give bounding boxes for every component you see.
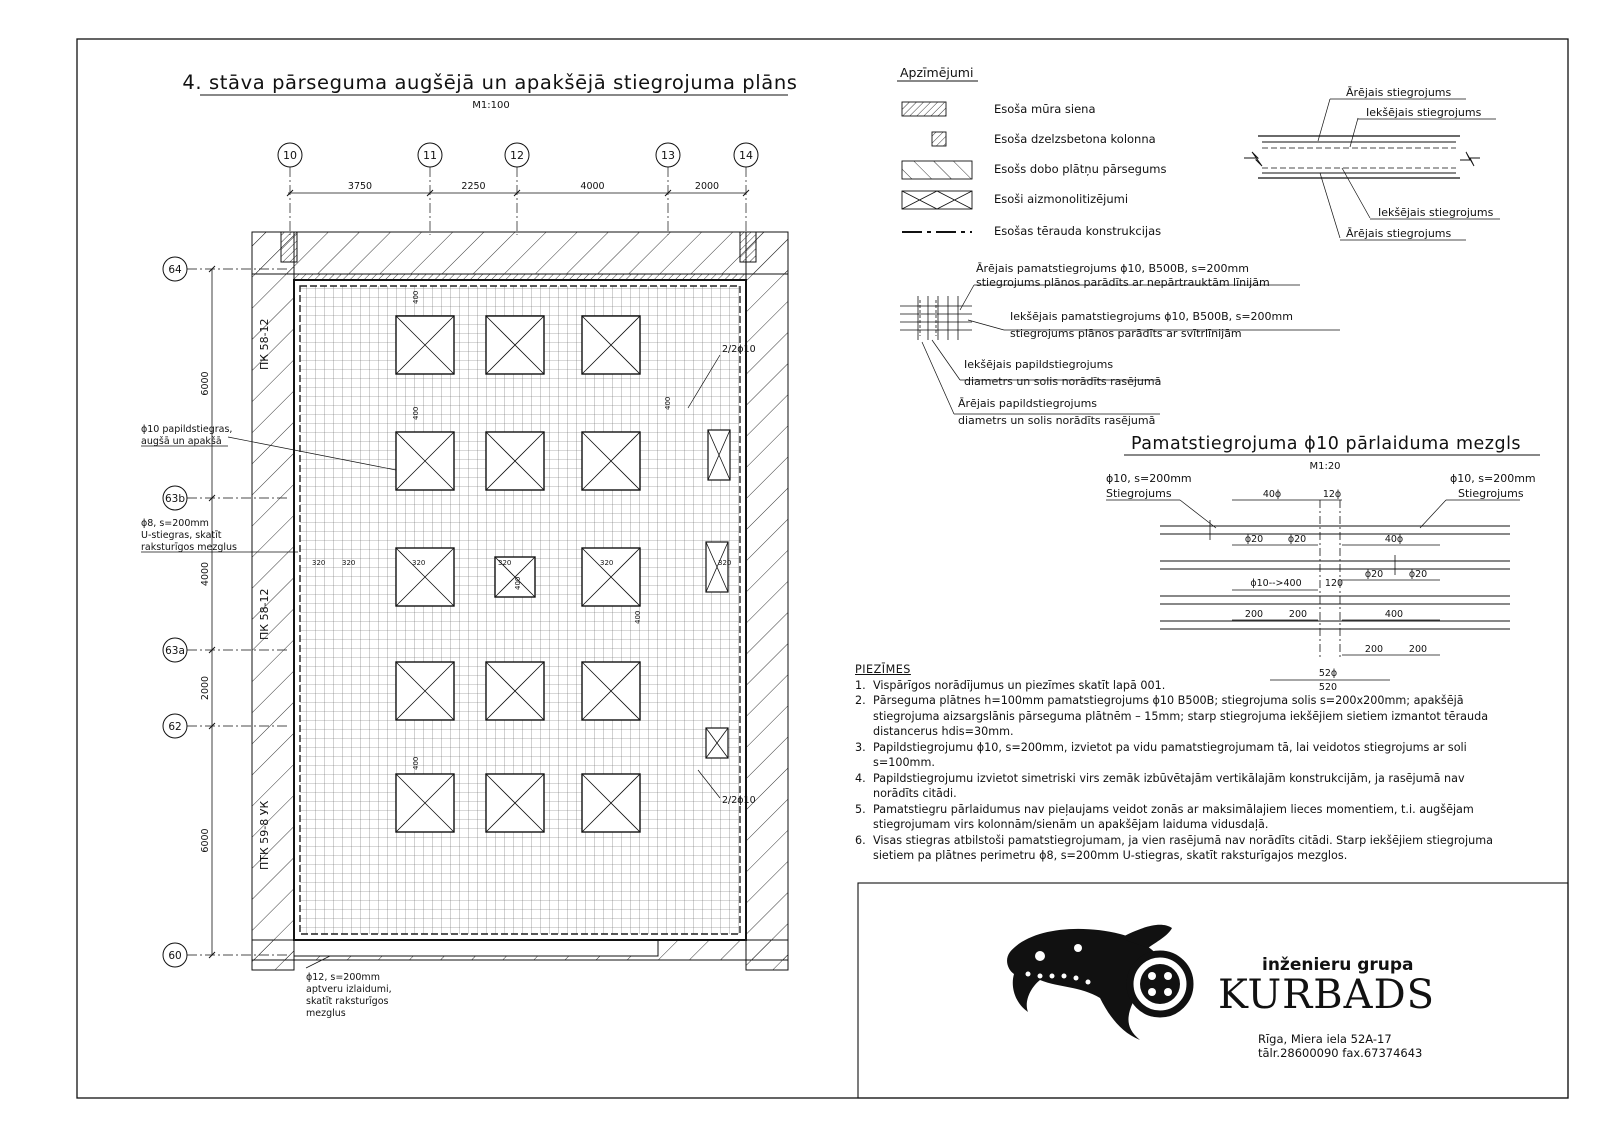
- slab-opening: [486, 662, 544, 720]
- section-inner-bottom: Iekšējais stiegrojums: [1378, 206, 1494, 219]
- slab-opening: [486, 316, 544, 374]
- section-inner-top: Iekšējais stiegrojums: [1366, 106, 1482, 119]
- swatch-small-hatch: [932, 132, 946, 146]
- bottom-bars-1: ϕ12, s=200mm: [306, 972, 380, 983]
- rebar-2-2-a: 2/2ϕ10: [722, 344, 756, 355]
- dim-400: 400: [514, 576, 522, 590]
- lap-dim: ϕ20: [1408, 569, 1428, 580]
- dim-400: 400: [634, 610, 642, 624]
- dim-400: 400: [412, 290, 420, 304]
- axis-label-left: 63b: [164, 493, 186, 505]
- lap-dim: 12ϕ: [1322, 489, 1342, 500]
- slab-opening: [396, 774, 454, 832]
- lap-dim: 200: [1408, 644, 1428, 655]
- notes-panel: [855, 662, 1495, 864]
- lap-right-2: Stiegrojums: [1458, 487, 1524, 500]
- wall-label-2: ПК 58-12: [258, 588, 271, 640]
- slab-opening: [486, 432, 544, 490]
- section-outer-top: Ārējais stiegrojums: [1346, 86, 1452, 99]
- wall-label-1: ПК 58-12: [258, 318, 271, 370]
- lap-detail-scale: M1:20: [1309, 461, 1341, 472]
- note-item: 4. Papildstiegrojumu izvietot simetriski virs zemāk izbūvētajām vertikālajām konstrukcijām, ja rasējumā nav norādīts citādi.: [855, 771, 1465, 800]
- rebar-inner-main-2: stiegrojums plānos parādīts ar svītrlīnijām: [1010, 327, 1242, 340]
- title-block-frame: [858, 883, 1568, 1098]
- dim-400: 400: [664, 396, 672, 410]
- lap-dim: ϕ20: [1244, 534, 1264, 545]
- slab-opening: [706, 728, 728, 758]
- notes-list: [855, 678, 1495, 864]
- bottom-bars-2: aptveru izlaidumi,: [306, 984, 392, 995]
- lap-dim: 200: [1244, 609, 1264, 620]
- dim-left: 6000: [200, 828, 211, 853]
- note-item: 5. Pamatstiegru pārlaidumus nav pieļaujams veidot zonās ar maksimālajiem lieces momentiem, t.i. augšējam stiegrojumam virs kolonnām/sienām un apakšējam laiduma vidusdaļā.: [855, 802, 1474, 831]
- rebar-inner-extra-1: Iekšējais papildstiegrojums: [964, 358, 1114, 371]
- lap-dim: ϕ10-->400: [1250, 578, 1302, 589]
- dim-400: 400: [412, 406, 420, 420]
- rebar-outer-main-1: Ārējais pamatstiegrojums ϕ10, B500B, s=200mm: [976, 262, 1249, 275]
- slab-opening: [396, 432, 454, 490]
- legend-item-label: Esošs dobo plātņu pārsegums: [994, 162, 1167, 176]
- slab-opening: [708, 430, 730, 480]
- slab-opening: [582, 316, 640, 374]
- axis-label-top: 11: [423, 149, 437, 162]
- swatch-diagonal: [902, 161, 972, 179]
- legend-item-label: Esoša mūra siena: [994, 102, 1096, 116]
- ubars-label-3: raksturīgos mezglus: [141, 542, 238, 553]
- lap-dim: 200: [1288, 609, 1308, 620]
- axis-label-top: 14: [739, 149, 753, 162]
- company-logo: [1007, 925, 1190, 1040]
- legend-labels: [994, 102, 1166, 238]
- dim-top: 3750: [347, 181, 373, 192]
- dim-top: 2000: [694, 181, 720, 192]
- dim-left: 6000: [200, 371, 211, 396]
- lap-dim: ϕ20: [1364, 569, 1384, 580]
- note-item: 3. Papildstiegrojumu ϕ10, s=200mm, izvietot pa vidu pamatstiegrojumam tā, lai veidotos stiegrojums ar soli s=100mm.: [855, 740, 1467, 769]
- rebar-legend-sketch: [900, 285, 1340, 414]
- axis-label-left: 62: [168, 721, 182, 733]
- company-name-big: KURBADS: [1218, 972, 1436, 1018]
- note-item: 2. Pārseguma plātnes h=100mm pamatstiegrojums ϕ10 B500B; stiegrojuma solis s=200x200mm; apakšējā stiegrojuma aizsargslānis pārseguma plātnēm – 15mm; starp stiegrojuma iekšējiem sietiem izmantot tērauda distancerus hdis=30mm.: [855, 694, 1489, 738]
- dim-320: 320: [600, 559, 614, 567]
- slab-rebar-grid: [294, 280, 746, 940]
- note-item: 1. Vispārīgos norādījumus un piezīmes skatīt lapā 001.: [855, 678, 1166, 692]
- ubars-label-1: ϕ8, s=200mm: [141, 518, 209, 529]
- lap-dim: 520: [1318, 682, 1338, 693]
- swatch-cross: [902, 191, 972, 209]
- rebar-outer-extra-1: Ārējais papildstiegrojums: [958, 397, 1098, 410]
- company-phone: tālr.28600090 fax.67374643: [1258, 1046, 1423, 1060]
- rebar-inner-extra-2: diametrs un solis norādīts rasējumā: [964, 375, 1162, 388]
- ubars-label-2: U-stiegras, skatīt: [141, 530, 222, 541]
- dim-left: 2000: [200, 675, 211, 701]
- slab-opening: [582, 662, 640, 720]
- lap-detail-title: Pamatstiegrojuma ϕ10 pārlaiduma mezgls: [1130, 434, 1522, 454]
- slab-opening: [582, 432, 640, 490]
- dim-320: 320: [498, 559, 512, 567]
- lap-dim: 40ϕ: [1384, 534, 1404, 545]
- extra-bars-label: ϕ10 papildstiegras,: [141, 424, 233, 435]
- rebar-2-2-b: 2/2ϕ10: [722, 795, 756, 806]
- legend-item-label: Esošas tērauda konstrukcijas: [994, 224, 1162, 238]
- axis-label-left: 63a: [165, 645, 185, 657]
- lap-dim: ϕ20: [1287, 534, 1307, 545]
- lap-dim: 52ϕ: [1318, 668, 1338, 679]
- extra-bars-label-2: augšā un apakšā: [141, 436, 222, 447]
- legend-item-label: Esoša dzelzsbetona kolonna: [994, 132, 1156, 146]
- rebar-outer-extra-2: diametrs un solis norādīts rasējumā: [958, 414, 1156, 427]
- dim-320: 320: [718, 559, 732, 567]
- bottom-bars-4: mezglus: [306, 1008, 346, 1019]
- axis-label-left: 60: [168, 950, 182, 962]
- slab-opening: [396, 662, 454, 720]
- note-item: 6. Visas stiegras atbilstoši pamatstiegrojumam, ja vien rasējumā nav norādīts citādi. Starp iekšējiem stiegrojuma sietiem pa plātnes perimetru ϕ8, s=200mm U-stiegras, skatīt raksturīgajos mezglos.: [855, 833, 1493, 862]
- dim-top: 4000: [580, 181, 605, 192]
- axis-label-top: 12: [510, 149, 524, 162]
- slab-opening: [582, 548, 640, 606]
- legend-title: Apzīmējumi: [900, 65, 974, 80]
- lap-dim: 200: [1364, 644, 1384, 655]
- company-name-small: inženieru grupa: [1262, 955, 1414, 975]
- bottom-bars-3: skatīt raksturīgos: [306, 996, 389, 1007]
- dim-left: 4000: [200, 561, 211, 587]
- swatch-dense-hatch: [902, 102, 946, 116]
- wall-label-3: ПТК 59-8 УК: [258, 800, 271, 870]
- company-address: Rīga, Miera iela 52A-17: [1258, 1032, 1392, 1046]
- rebar-outer-main-2: stiegrojums plānos parādīts ar nepārtrauktām līnijām: [976, 276, 1270, 289]
- lap-dim: 120: [1324, 578, 1344, 589]
- lap-right-1: ϕ10, s=200mm: [1450, 472, 1536, 485]
- slab-opening: [396, 548, 454, 606]
- rebar-inner-main-1: Iekšējais pamatstiegrojums ϕ10, B500B, s=200mm: [1010, 310, 1293, 323]
- dim-top: 2250: [461, 181, 486, 192]
- notes-heading: PIEZĪMES: [855, 663, 911, 676]
- slab-opening: [582, 774, 640, 832]
- dims-top: [348, 181, 719, 192]
- dim-320: 320: [342, 559, 356, 567]
- lap-left-2: Stiegrojums: [1106, 487, 1172, 500]
- axis-label-top: 10: [283, 149, 297, 162]
- legend-swatches: [902, 102, 972, 232]
- plan-scale: M1:100: [472, 100, 510, 111]
- axis-label-left: 64: [168, 264, 182, 276]
- lap-left-1: ϕ10, s=200mm: [1106, 472, 1192, 485]
- plan-title: 4. stāva pārseguma augšējā un apakšējā stiegrojuma plāns: [182, 71, 798, 94]
- legend-item-label: Esoši aizmonolitizējumi: [994, 192, 1129, 206]
- dim-320: 320: [312, 559, 326, 567]
- slab-opening: [396, 316, 454, 374]
- lap-dim: 40ϕ: [1262, 489, 1282, 500]
- section-outer-bottom: Ārējais stiegrojums: [1346, 227, 1452, 240]
- slab-opening: [706, 542, 728, 592]
- slab-opening: [486, 774, 544, 832]
- axis-label-top: 13: [661, 149, 675, 162]
- dim-320: 320: [412, 559, 426, 567]
- lap-dim: 400: [1384, 609, 1404, 620]
- dim-400: 400: [412, 756, 420, 770]
